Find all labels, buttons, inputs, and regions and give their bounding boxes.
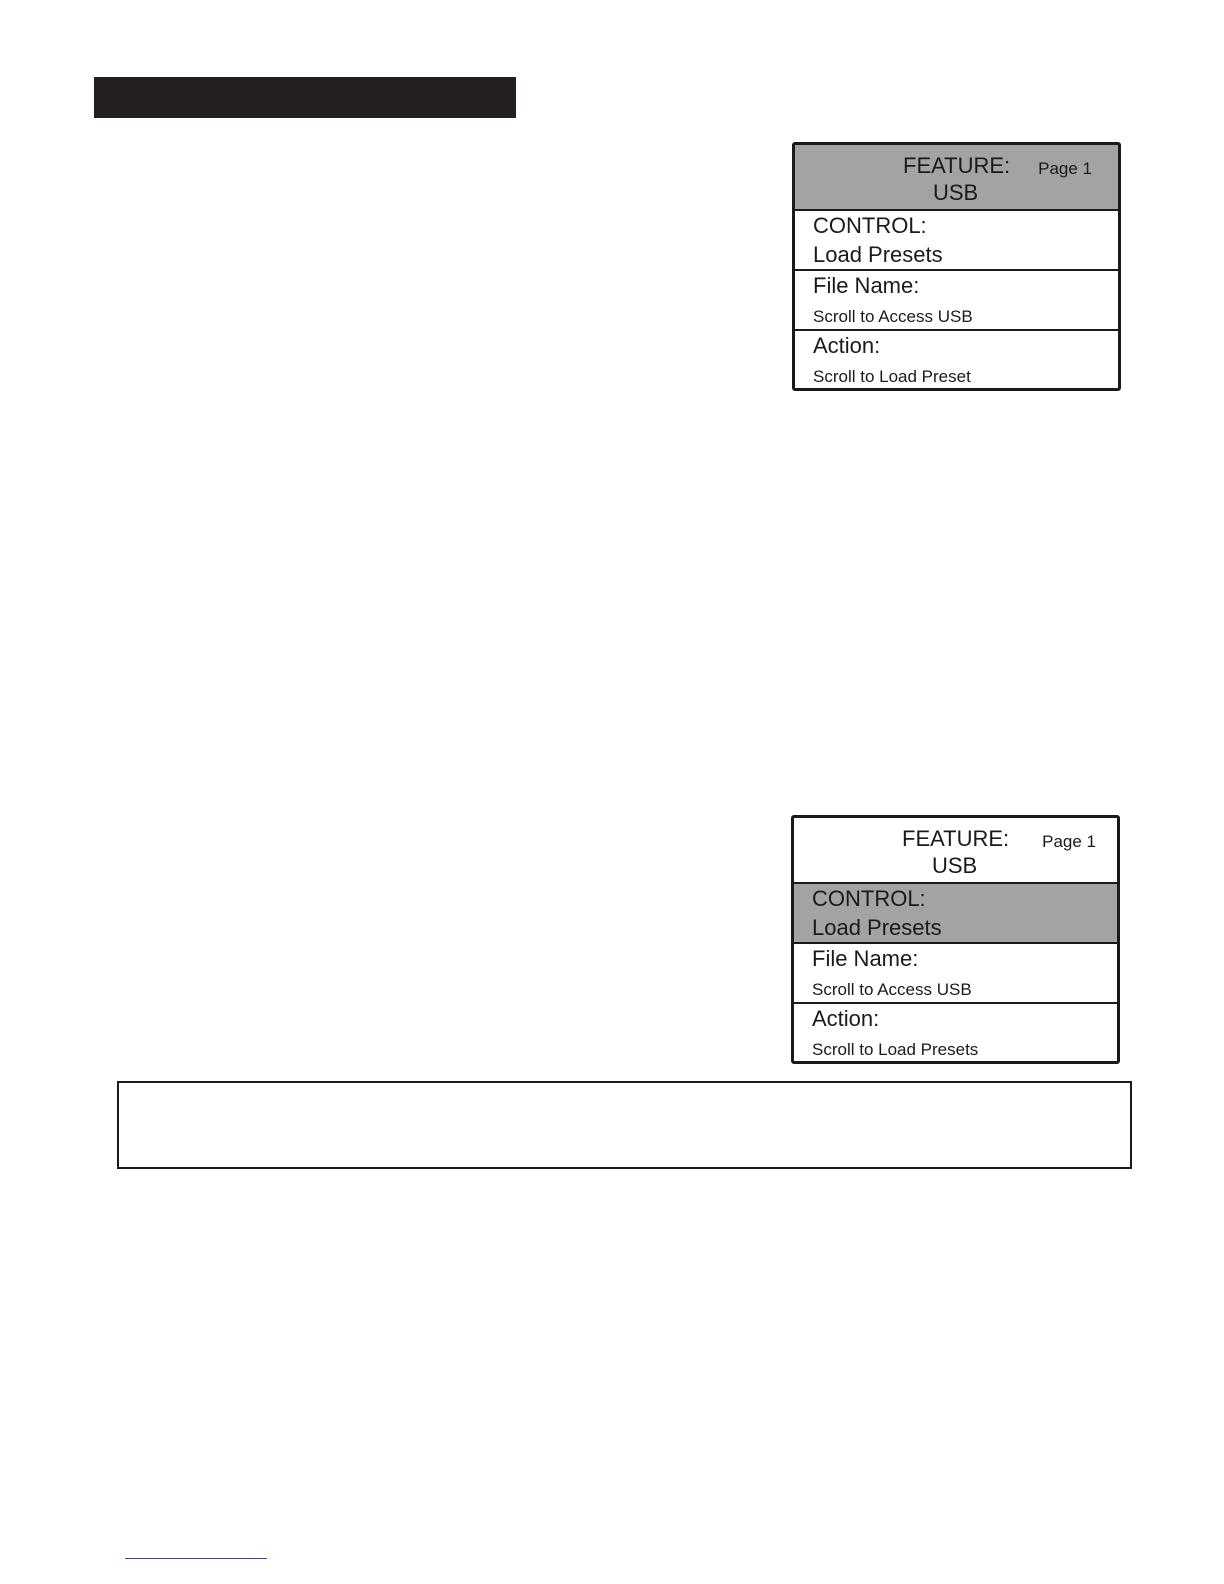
lcd-row-action <box>794 1002 1117 1063</box>
lcd-row-feature <box>795 145 1118 209</box>
lcd-row-feature <box>794 818 1117 882</box>
lcd-row-file-name <box>794 942 1117 1002</box>
section-header-bar <box>94 77 516 118</box>
lcd-row-control <box>795 209 1118 269</box>
action-value: Scroll to Load Preset <box>813 367 971 386</box>
page-indicator: Page 1 <box>1038 159 1092 178</box>
action-label: Action: <box>813 333 881 358</box>
control-label: CONTROL: <box>812 886 926 911</box>
action-value: Scroll to Load Presets <box>812 1040 979 1059</box>
footnote-link-underline[interactable] <box>125 1558 267 1559</box>
lcd-row-action <box>795 329 1118 390</box>
lcd-screen-feature-selected <box>792 142 1121 391</box>
feature-value: USB <box>933 180 979 205</box>
action-label: Action: <box>812 1006 880 1031</box>
lcd-row-file-name <box>795 269 1118 329</box>
file-name-value: Scroll to Access USB <box>812 980 972 999</box>
feature-label: FEATURE: <box>903 153 1011 178</box>
note-box <box>117 1081 1132 1169</box>
feature-label: FEATURE: <box>902 826 1010 851</box>
control-value: Load Presets <box>813 242 943 267</box>
lcd-row-control <box>794 882 1117 942</box>
feature-value: USB <box>932 853 978 878</box>
page-indicator: Page 1 <box>1042 832 1096 851</box>
file-name-value: Scroll to Access USB <box>813 307 973 326</box>
file-name-label: File Name: <box>813 273 920 298</box>
control-label: CONTROL: <box>813 213 927 238</box>
file-name-label: File Name: <box>812 946 919 971</box>
control-value: Load Presets <box>812 915 942 940</box>
lcd-screen-control-selected <box>791 815 1120 1064</box>
